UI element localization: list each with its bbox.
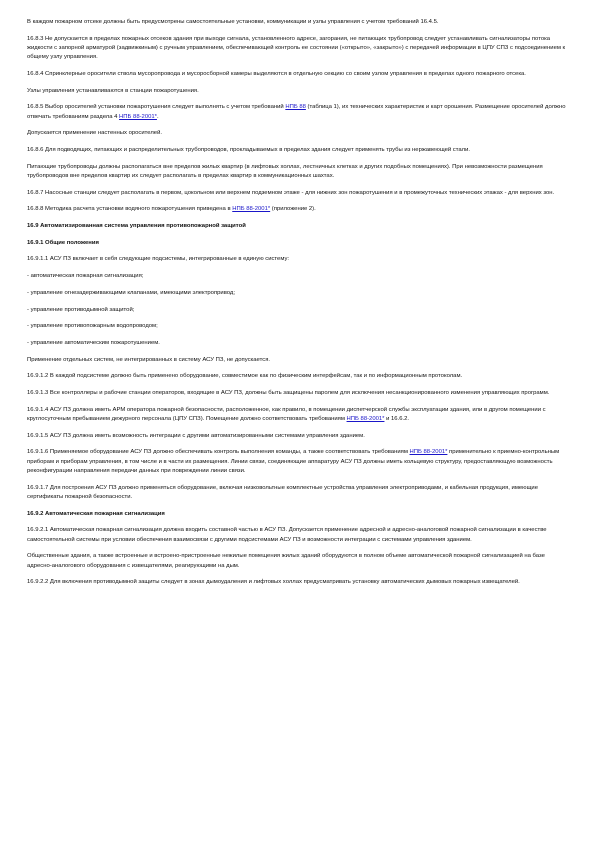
paragraph-text: (приложение 2). — [270, 206, 316, 213]
paragraph — [27, 205, 568, 214]
document-reference-link[interactable]: НПБ 88-2001* — [119, 113, 157, 120]
paragraph-text: 16.9.1.7 Для построения АСУ ПЗ должно применяться оборудование, включая низковольтные комплектные устройства управления электроприводами, и кабельная продукция, имеющие сертификаты пожарной безопасности. — [27, 484, 539, 500]
paragraph-text: - управление огнезадерживающими клапанами, имеющими электропривод; — [27, 289, 235, 296]
paragraph-text: 16.9.1.2 В каждой подсистеме должно быть применено оборудование, совместимое как по физическим интерфейсам, так и по информационным протоколам. — [27, 373, 463, 380]
paragraph-text: 16.9.2.1 Автоматическая пожарная сигнализация должна входить составной частью в АСУ ПЗ. Допускается применение адресной и адресно-аналоговой пожарной сигнализации в качестве самостоятельной системы при условии обеспечения взаимосвязи с другими подсистемами АСУ ПЗ и возможности интеграции с системами управления зданием. — [27, 527, 547, 543]
paragraph — [27, 70, 568, 79]
paragraph-text: Узлы управления устанавливаются в станции пожаротушения. — [27, 87, 199, 94]
paragraph-text: В каждом пожарном отсеке должны быть предусмотрены самостоятельные установки, коммуникации и узлы управления с учетом требований 16.4.5. — [27, 19, 439, 25]
paragraph-text: Питающие трубопроводы должны располагаться вне пределов жилых квартир (в лифтовых холлах, лестничных клетках и других подобных помещениях). При невозможности размещения трубопроводов вне пределов квартир их следует располагать в пределах квартир в коммуникационных шахтах. — [27, 163, 543, 179]
paragraph — [27, 322, 568, 331]
paragraph-text: 16.8.7 Насосные станции следует располагать в первом, цокольном или верхнем подземном этаже - для нижних зон пожаротушения и в промежуточных технических этажах - для верхних зон. — [27, 189, 555, 196]
paragraph-text: (таблица 1), их технических характеристик и карт орошения. Размещение оросителей должно отвечать требованиям раздела 4 — [27, 104, 566, 120]
paragraph — [27, 146, 568, 155]
document-reference-link[interactable]: НПБ 88-2001* — [232, 206, 271, 213]
paragraph-text: 16.9.1 Общие положения — [27, 239, 99, 246]
paragraph-text: 16.9.1.1 АСУ ПЗ включает в себя следующие подсистемы, интегрированные в единую систему: — [27, 256, 290, 263]
paragraph — [27, 552, 568, 571]
paragraph-text: - управление автоматическим пожаротушением. — [27, 339, 160, 346]
paragraph — [27, 578, 568, 587]
paragraph — [27, 189, 568, 198]
paragraph — [27, 87, 568, 96]
paragraph — [27, 103, 568, 122]
paragraph — [27, 448, 568, 476]
paragraph-text: . — [156, 113, 159, 120]
paragraph — [27, 484, 568, 503]
paragraph — [27, 272, 568, 281]
paragraph-text: Общественные здания, а также встроенные и встроено-пристроенные нежилые помещения жилых зданий оборудуются в полном объеме автоматической пожарной сигнализацией на базе адресно-аналогового оборудования с извещателями, реагирующими на дым. — [27, 553, 545, 569]
paragraph-text: 16.9.1.5 АСУ ПЗ должна иметь возможность интеграции с другими автоматизированными системами управления зданием. — [27, 432, 365, 439]
paragraph — [27, 306, 568, 315]
paragraph-text: 16.9.1.6 Применяемое оборудование АСУ ПЗ должно обеспечивать контроль выполнения команды, а также соответствовать требованиям — [27, 449, 410, 456]
paragraph — [27, 255, 568, 264]
paragraph-text: применительно к приемно-контрольным приборам и приборам управления, в том числе и в части их размещения. Линии связи, соединяющие аппаратуру АСУ ПЗ должны иметь кольцевую структуру, предоставляющую возможность реконфигурации направления передачи данных при повреждении линии связи. — [27, 449, 560, 474]
paragraph-text: 16.9.2.2 Для включения противодымной защиты следует в зонах дымоудаления и лифтовых холлах предусматривать установку автоматических дымовых пожарных извещателей. — [27, 579, 520, 586]
paragraph-text: 16.9.2 Автоматическая пожарная сигнализация — [27, 510, 165, 517]
paragraph — [27, 35, 568, 63]
paragraph-text: 16.9.1.3 Все контроллеры и рабочие станции операторов, входящие в АСУ ПЗ, должны быть защищены паролем для исключения несанкционированного изменения управляющих программ. — [27, 389, 550, 396]
document-reference-link[interactable]: НПБ 88-2001* — [409, 449, 448, 456]
paragraph-text: 16.8.8 Методика расчета установки водяного пожаротушения приведена в — [27, 206, 233, 213]
paragraph — [27, 18, 568, 27]
paragraph — [27, 372, 568, 381]
paragraph — [27, 163, 568, 182]
paragraph — [27, 406, 568, 425]
paragraph-text: 16.9.1.4 АСУ ПЗ должна иметь АРМ оператора пожарной безопасности, расположенное, как правило, в помещении диспетчерской службы эксплуатации здания, или в другом помещении с круглосуточным пребыванием дежурного персонала (ЦПУ СПЗ). Помещение должно соответствовать требованиям — [27, 406, 546, 422]
document-body — [27, 18, 568, 588]
paragraph-text: 16.9 Автоматизированная система управления противопожарной защитой — [27, 223, 246, 230]
paragraph-text: - автоматическая пожарная сигнализация; — [27, 273, 144, 280]
paragraph — [27, 526, 568, 545]
paragraph-text: 16.8.6 Для подводящих, питающих и распределительных трубопроводов, прокладываемых в пределах здания следует применять трубы из нержавеющей стали. — [27, 147, 471, 154]
document-reference-link[interactable]: НПБ 88-2001* — [346, 415, 385, 422]
document-reference-link[interactable]: НПБ 88 — [285, 104, 306, 111]
paragraph-text: Применение отдельных систем, не интегрированных в систему АСУ ПЗ, не допускается. — [27, 356, 271, 363]
paragraph — [27, 389, 568, 398]
paragraph — [27, 356, 568, 365]
paragraph — [27, 432, 568, 441]
paragraph-text: 16.8.4 Спринклерные оросители ствола мусоропровода и мусоросборной камеры выделяются в отдельную секцию со своим узлом управления в пределах одного пожарного отсека. — [27, 70, 526, 77]
section-heading — [27, 510, 568, 519]
section-heading — [27, 222, 568, 231]
paragraph-text: 16.8.5 Выбор оросителей установки пожаротушения следует выполнять с учетом требований — [27, 104, 286, 111]
paragraph-text: Допускается применение настенных оросителей. — [27, 130, 163, 137]
paragraph-text: - управление противопожарным водопроводом; — [27, 323, 158, 330]
paragraph — [27, 129, 568, 138]
paragraph — [27, 289, 568, 298]
paragraph-text: 16.8.3 Не допускается в пределах пожарных отсеков здания при выходе сигнала, установленного адресе, загорания, не питающих трубопровод следует устанавливать сигнализаторы потока жидкости с запорной арматурой (задвижкиным) с ручным управлением, обеспечивающей контроль ее состоянии («открыто», «закрыто») с передачей информации в ЦПУ СПЗ с подсоединением к общему узлу управления. — [27, 35, 566, 61]
section-heading — [27, 239, 568, 248]
paragraph-text: - управление противодымной защитой; — [27, 306, 135, 313]
paragraph — [27, 339, 568, 348]
paragraph-text: и 16.6.2. — [384, 415, 410, 422]
